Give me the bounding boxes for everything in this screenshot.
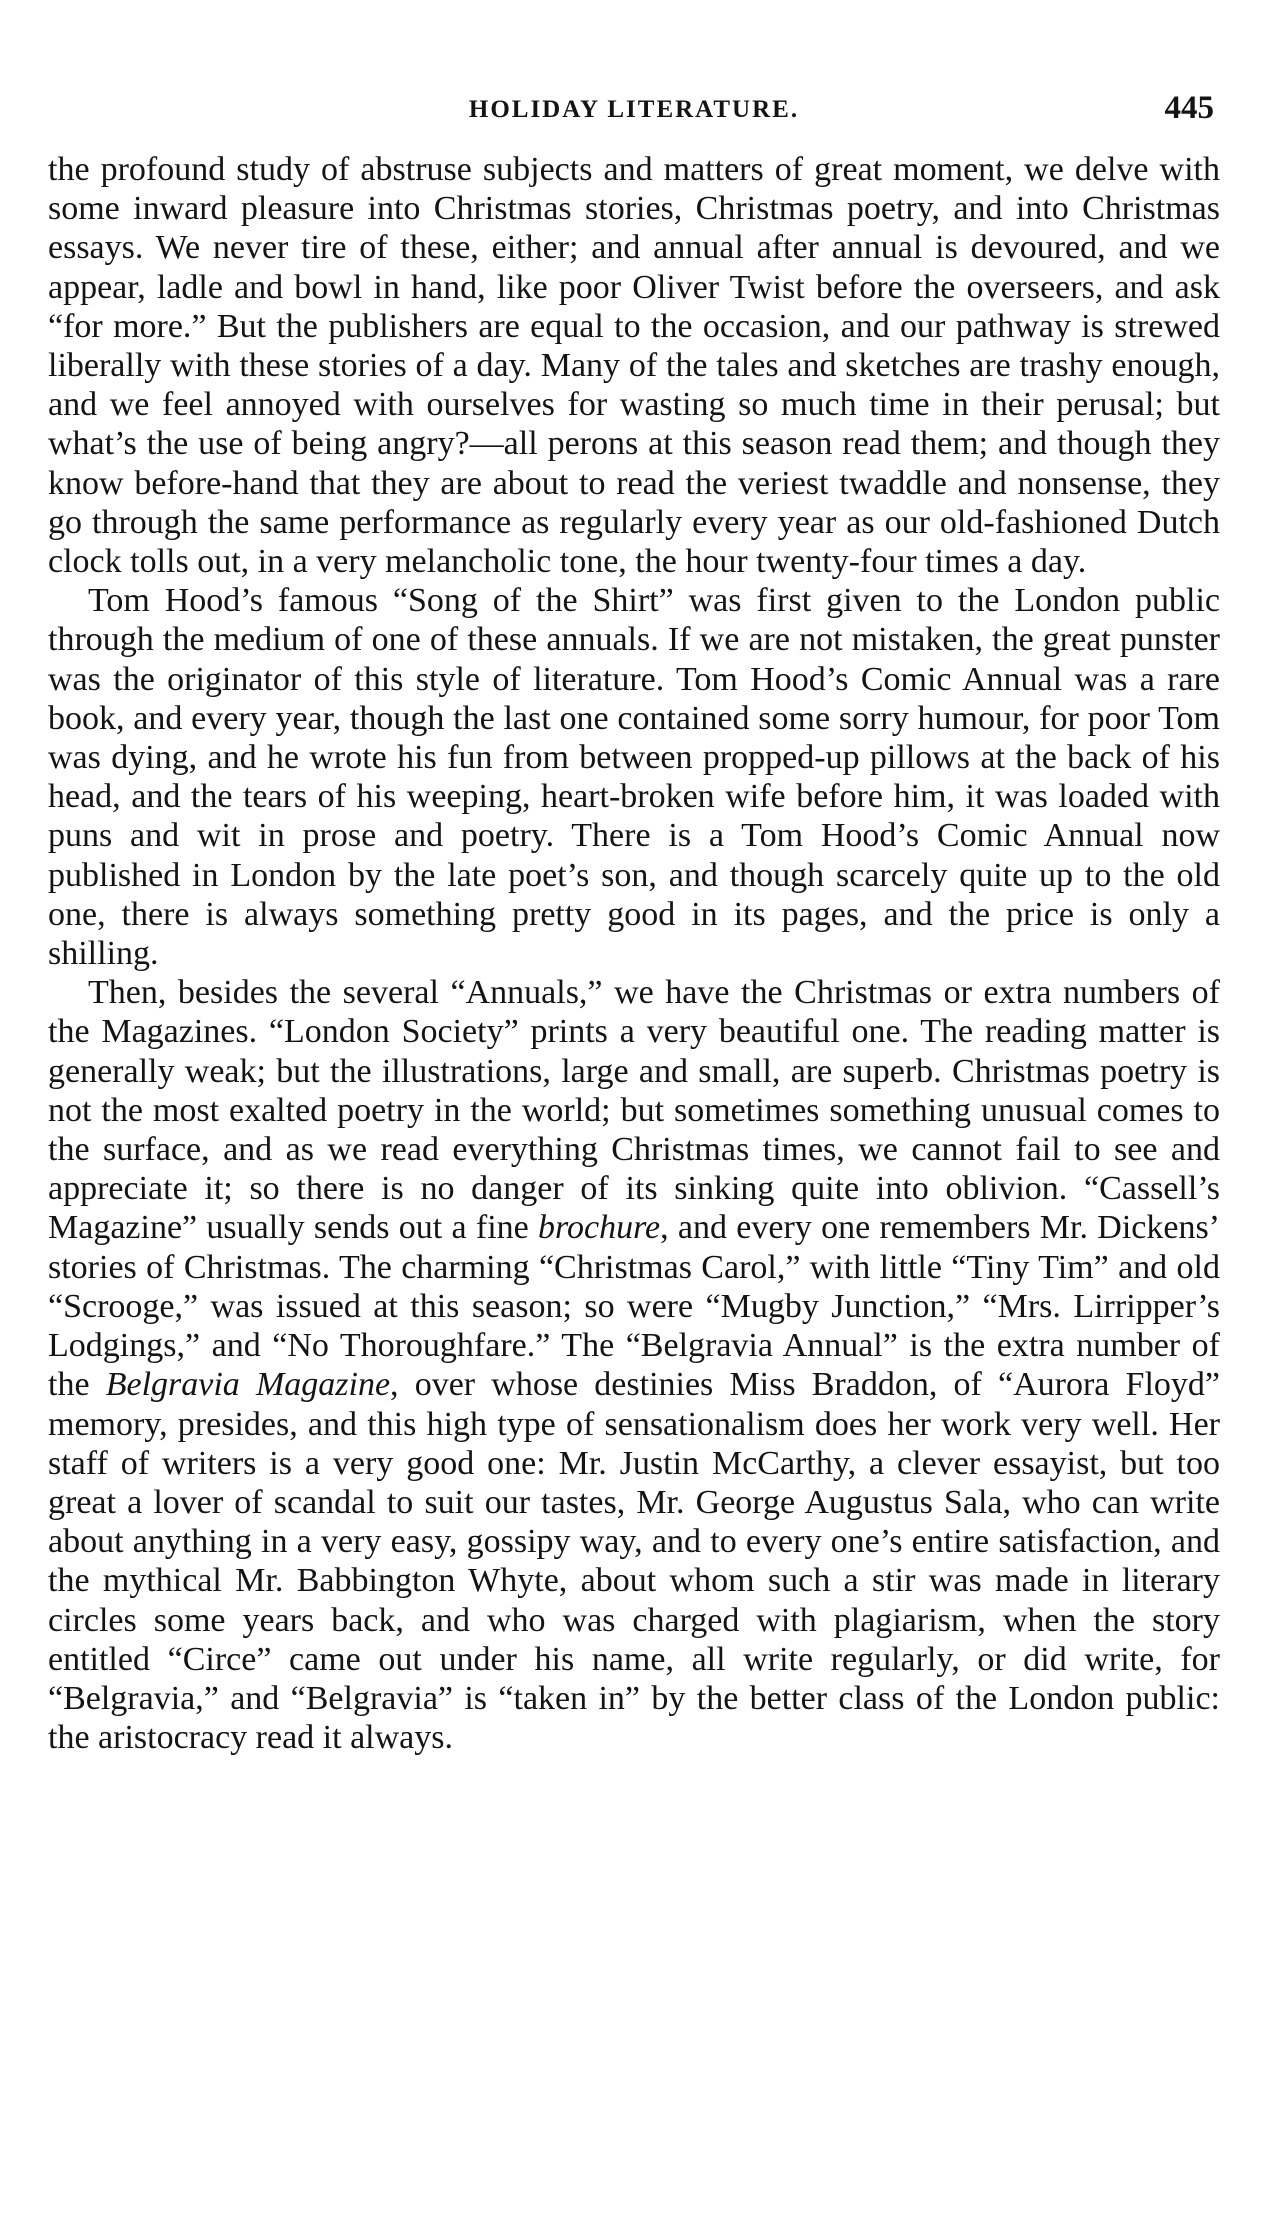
page-number: 445	[1164, 90, 1214, 126]
paragraph-2	[48, 581, 1220, 973]
paragraph-3-text-b: , and every one remembers Mr. Dickens’ stories of Christmas. The charming “Christmas Carol,” with little “Tiny Tim” and old “Scrooge,” was issued at this season; so were “Mugby Junction,” “Mrs. Lirripper’s Lodgings,” and “No Thoroughfare.” The “Belgravia Annual” is the extra number of the	[48, 1209, 1220, 1404]
paragraph-3-text-c: , over whose destinies Miss Braddon, of “Aurora Floyd” memory, presides, and this high type of sensationalism does her work very well. Her staff of writers is a very good one: Mr. Justin McCarthy, a clever essayist, but too great a lover of scandal to suit our tastes, Mr. George Augustus Sala, who can write about anything in a very easy, gossipy way, and to every one’s entire satisfaction, and the mythical Mr. Babbington Whyte, about whom such a stir was made in literary circles some years back, and who was charged with plagiarism, when the story entitled “Circe” came out under his name, all write regularly, or did write, for “Belgravia,” and “Belgravia” is “taken in” by the better class of the London public: the aristocracy read it always.	[48, 1366, 1220, 1757]
book-page	[48, 86, 1220, 1757]
italic-brochure: brochure	[538, 1209, 661, 1247]
body-text	[48, 150, 1220, 1757]
running-title: HOLIDAY LITERATURE.	[468, 96, 800, 123]
paragraph-3-text-a: Then, besides the several “Annuals,” we have the Christmas or extra numbers of the Magazines. “London Society” prints a very beautiful one. The reading matter is generally weak; but the illustrations, large and small, are superb. Christmas poetry is not the most exalted poetry in the world; but sometimes something unusual comes to the surface, and as we read everything Christmas times, we cannot fail to see and appreciate it; so there is no danger of its sinking quite into oblivion. “Cassell’s Magazine” usually sends out a fine	[48, 974, 1220, 1247]
italic-belgravia-magazine: Belgravia Magazine	[105, 1366, 391, 1404]
paragraph-1	[48, 150, 1220, 581]
running-header	[48, 86, 1220, 132]
paragraph-3	[48, 973, 1220, 1757]
paragraph-1-text: the profound study of abstruse subjects and matters of great moment, we delve with some inward pleasure into Christmas stories, Christmas poetry, and into Christmas essays. We never tire of these, either; and annual after annual is devoured, and we appear, ladle and bowl in hand, like poor Oliver Twist before the overseers, and ask “for more.” But the publishers are equal to the occasion, and our pathway is strewed liberally with these stories of a day. Many of the tales and sketches are trashy enough, and we feel annoyed with ourselves for wasting so much time in their perusal; but what’s the use of being angry?—all perons at this season read them; and though they know before-hand that they are about to read the veriest twaddle and nonsense, they go through the same performance as regularly every year as our old-fashioned Dutch clock tolls out, in a very melancholic tone, the hour twenty-four times a day.	[48, 151, 1220, 581]
paragraph-2-text: Tom Hood’s famous “Song of the Shirt” was first given to the London public through the medium of one of these annuals. If we are not mistaken, the great punster was the originator of this style of literature. Tom Hood’s Comic Annual was a rare book, and every year, though the last one contained some sorry humour, for poor Tom was dying, and he wrote his fun from between propped-up pillows at the back of his head, and the tears of his weeping, heart-broken wife before him, it was loaded with puns and wit in prose and poetry. There is a Tom Hood’s Comic Annual now published in London by the late poet’s son, and though scarcely quite up to the old one, there is always something pretty good in its pages, and the price is only a shilling.	[48, 582, 1220, 973]
